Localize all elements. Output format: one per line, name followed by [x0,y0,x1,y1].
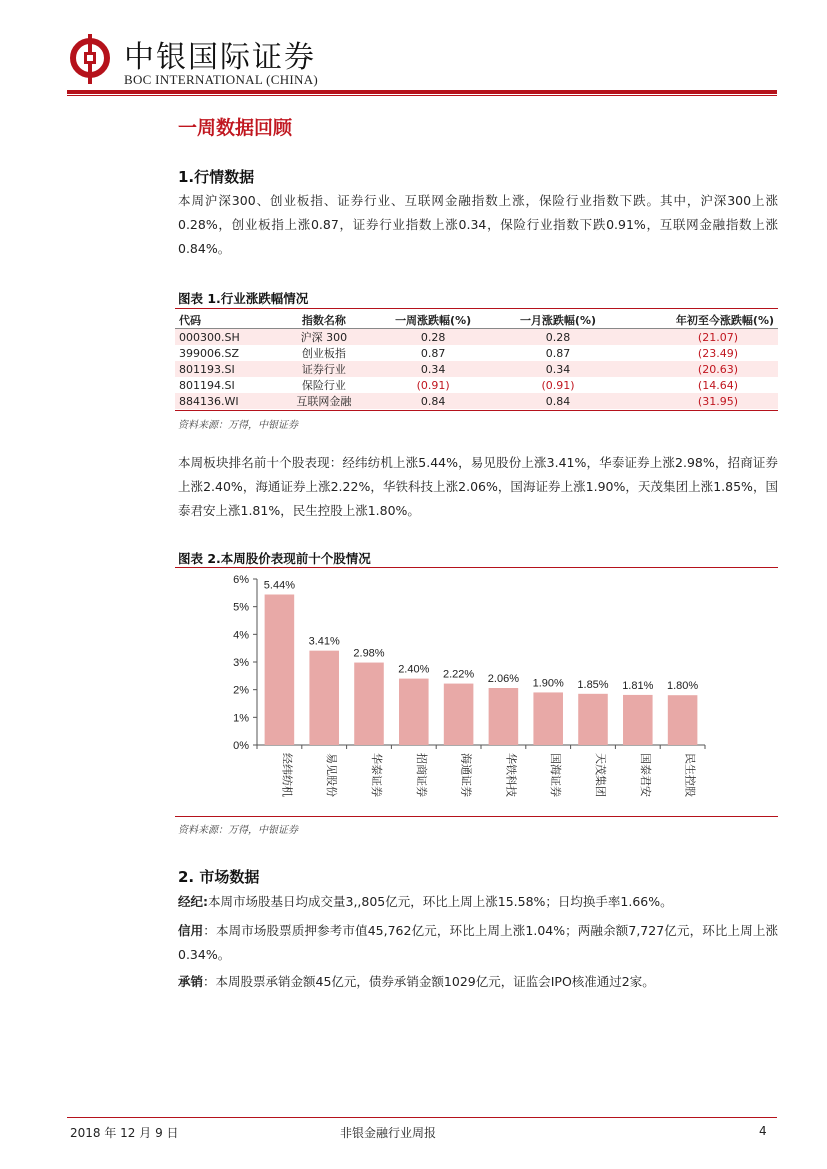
brand-name-cn: 中银国际证券 [124,40,316,75]
table-header: 指数名称 [277,311,371,329]
footer-divider [67,1117,777,1118]
table-cell: 801194.SI [179,378,235,392]
heading-market-stats: 2. 市场数据 [178,868,260,886]
credit-text: ：本周市场股票质押参考市值45,762亿元，环比上周上涨1.04%；两融余额7,727亿元，环比上周上涨0.34%。 [178,923,778,962]
table-cell: (14.64) [697,378,738,392]
brokerage-text: 本周市场股基日均成交量3,,805亿元，环比上周上涨15.58%；日均换手率1.66%。 [208,894,673,909]
header-divider [67,90,777,94]
chart-bar [309,651,339,745]
x-category-label: 易见股份 [325,753,339,797]
y-tick-label: 1% [233,712,249,725]
table-cell: 0.87 [545,346,571,360]
brand-name-en: BOC INTERNATIONAL (CHINA) [124,72,319,87]
table-cell: 0.84 [496,393,621,409]
table-row [175,393,778,409]
brokerage-label: 经纪: [178,894,208,909]
bar-value-label: 2.06% [487,673,520,686]
table-source-note: 资料来源：万得，中银证券 [178,420,298,431]
x-category-label: 民生控股 [683,753,697,797]
x-category-label: 经纬纺机 [280,753,294,797]
table-cell: 0.28 [371,329,496,346]
table-title: 图表 1.行业涨跌幅情况 [178,291,309,306]
chart-bar [399,679,429,745]
paragraph-brokerage [178,890,778,914]
table-cell: 0.84 [371,393,496,409]
y-tick-label: 2% [233,684,249,697]
paragraph-underwriting [178,970,778,994]
table-top-rule [175,308,778,309]
table-header: 年初至今涨跌幅(%) [620,311,778,329]
bar-value-label: 2.40% [398,663,430,676]
bar-value-label: 1.80% [666,680,699,693]
table-cell: 0.34 [496,361,621,377]
underwriting-text: ：本周股票承销金额45亿元，债券承销金额1029亿元，证监会IPO核准通过2家。 [203,974,655,989]
section-title: 一周数据回顾 [178,117,293,139]
table-cell: 399006.SZ [179,346,240,360]
y-tick-label: 4% [233,629,249,642]
chart-bar [444,684,474,745]
table-cell: 884136.WI [175,393,277,409]
x-category-label: 华铁科技 [504,753,518,797]
table-cell: 创业板指 [301,347,346,360]
chart-bar [668,695,698,745]
bar-value-label: 1.85% [577,678,609,691]
table-cell: 互联网金融 [277,393,371,409]
chart-bar [265,594,295,745]
table-header: 代码 [175,311,277,329]
chart-bottom-rule [175,816,778,817]
table-cell: 证券行业 [277,361,371,377]
x-category-label: 天茂集团 [594,753,607,797]
footer-report-name: 非银金融行业周报 [340,1126,437,1140]
bar-value-label: 5.44% [263,579,296,592]
paragraph-top-stocks: 本周板块排名前十个股表现：经纬纺机上涨5.44%，易见股份上涨3.41%，华泰证券上涨2.98%，招商证券上涨2.40%，海通证券上涨2.22%，华铁科技上涨2.06%，国海证券上涨1.90%，天茂集团上涨1.85%，国泰君安上涨1.81%，民生控股上涨1.80%。 [178,455,778,518]
y-tick-label: 6% [233,574,249,586]
table-header: 一周涨跌幅(%) [371,311,496,329]
chart-source-note: 资料来源：万得，中银证券 [178,825,298,836]
chart-bar [623,695,653,745]
y-tick-label: 0% [233,740,249,752]
paragraph-index-summary: 本周沪深300、创业板指、证券行业、互联网金融指数上涨，保险行业指数下跌。其中，沪深300上涨0.28%，创业板指上涨0.87，证券行业指数上涨0.34，保险行业指数下跌0.91%，互联网金融指数上涨0.84%。 [178,193,778,256]
chart-title: 图表 2.本周股价表现前十个股情况 [178,551,371,566]
table-bottom-rule [175,410,778,411]
top-stocks-bar-chart [175,569,778,815]
table-row [175,329,778,346]
boc-logo-square-icon [84,52,96,64]
industry-change-table [175,311,778,409]
bar-value-label: 1.90% [532,677,564,690]
y-tick-label: 5% [233,601,249,614]
bar-value-label: 2.98% [353,647,385,660]
table-cell: 0.34 [371,361,496,377]
chart-bar [354,663,384,745]
bar-value-label: 2.22% [442,668,475,681]
table-cell: 000300.SH [175,329,277,346]
table-cell: (20.63) [620,361,778,377]
table-row [175,345,778,361]
underwriting-label: 承销 [178,974,204,989]
footer-page-number: 4 [759,1124,767,1138]
table-header: 一月涨跌幅(%) [496,311,621,329]
table-cell: (23.49) [697,346,738,360]
bar-value-label: 1.81% [622,679,654,692]
x-category-label: 国泰君安 [638,753,652,797]
table-cell: 保险行业 [301,379,346,392]
table-row [175,377,778,393]
chart-bar [533,692,563,745]
table-cell: (0.91) [541,378,575,392]
x-category-label: 国海证券 [549,753,563,797]
chart-bar [489,688,519,745]
table-cell: (21.07) [620,329,778,346]
x-category-label: 华泰证券 [370,753,383,797]
paragraph-credit [178,919,778,967]
table-cell: 0.28 [496,329,621,346]
table-row [175,361,778,377]
table-cell: 801193.SI [175,361,277,377]
y-tick-label: 3% [233,657,249,669]
table-cell: 0.87 [420,346,446,360]
table-cell: (0.91) [416,378,450,392]
header-divider-thin [67,95,777,96]
table-cell: 沪深 300 [277,329,371,346]
table-cell: (31.95) [620,393,778,409]
bar-value-label: 3.41% [308,635,340,648]
heading-market-data: 1.行情数据 [178,168,255,186]
x-category-label: 招商证券 [414,753,428,797]
footer-date: 2018 年 12 月 9 日 [70,1126,179,1140]
chart-top-rule [175,567,778,568]
credit-label: 信用 [178,923,204,938]
chart-bar [578,694,608,745]
x-category-label: 海通证券 [459,753,473,797]
